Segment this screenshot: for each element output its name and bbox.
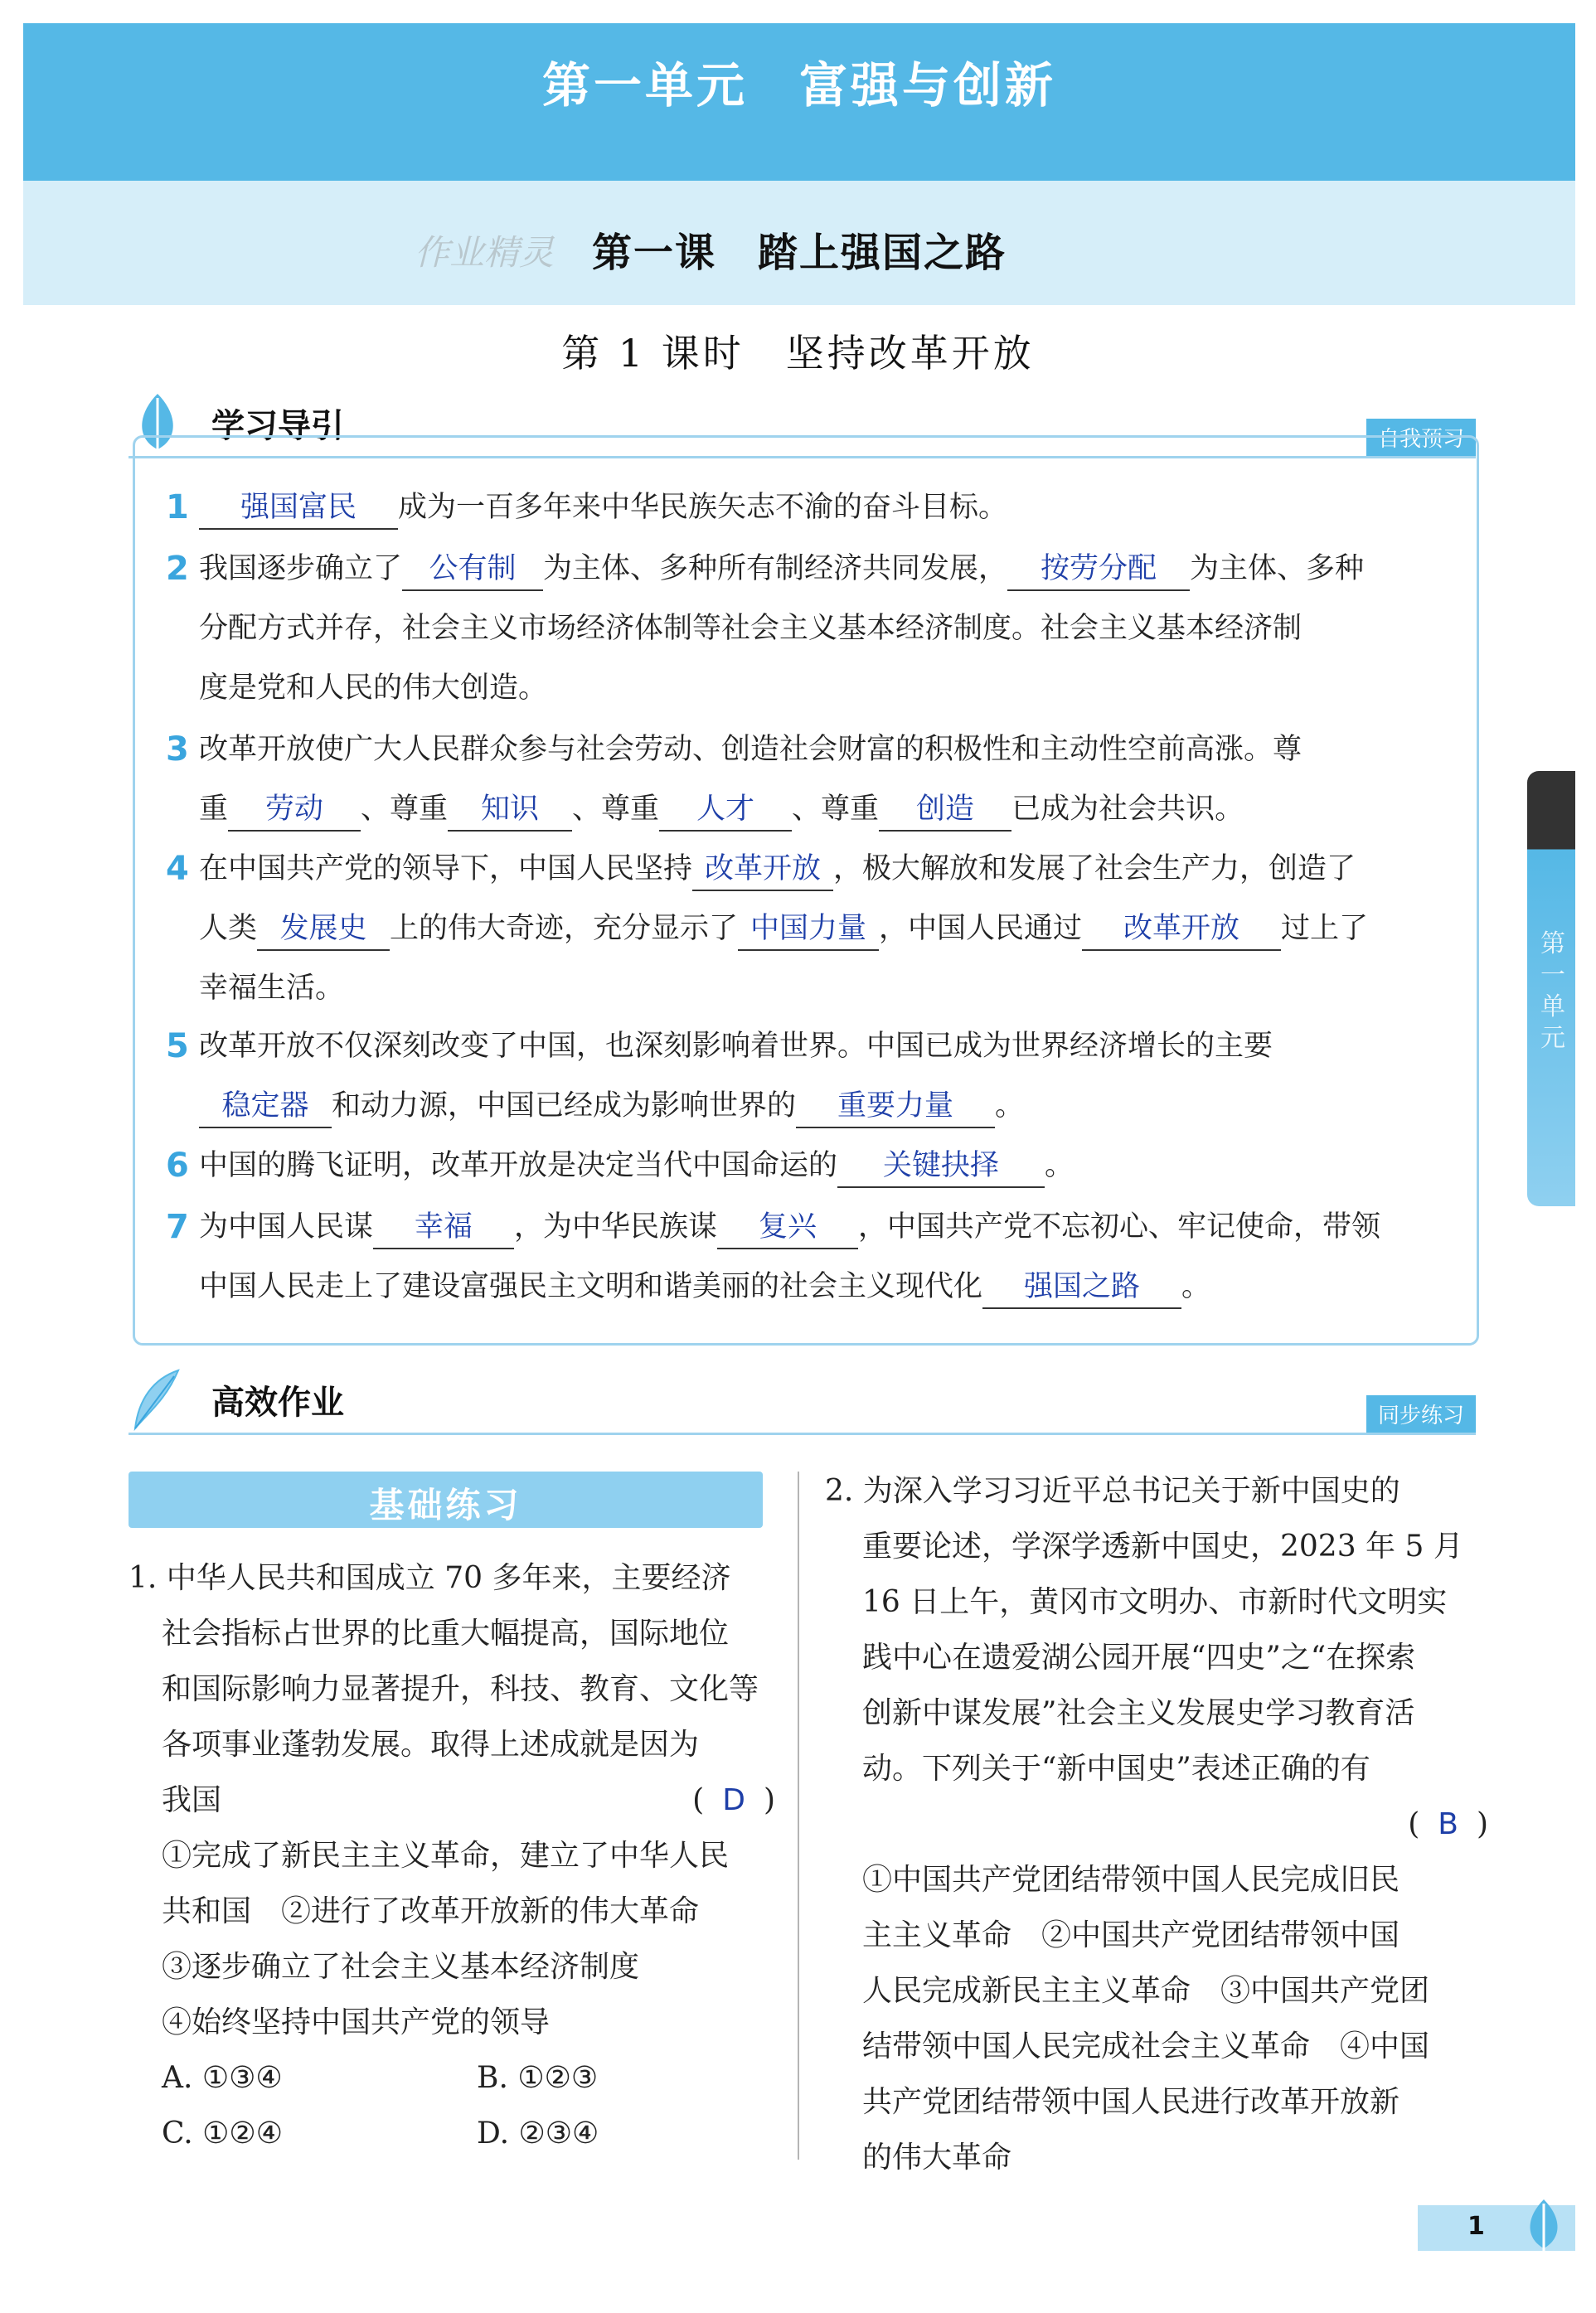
item-number: 5 xyxy=(166,1027,189,1065)
answer-blank: 改革开放 xyxy=(1082,908,1281,951)
answer-blank: 按劳分配 xyxy=(1007,548,1190,591)
answer-blank: 知识 xyxy=(448,788,572,832)
question-text: 各项事业蓬勃发展。取得上述成就是因为 xyxy=(162,1728,700,1762)
option-text: 的伟大革命 xyxy=(862,2141,1012,2175)
lesson-band xyxy=(23,181,1575,305)
option-text: 人民完成新民主主义革命 ③中国共产党团 xyxy=(862,1974,1430,2008)
item-text: ，中国共产党不忘初心、牢记使命，带领 xyxy=(858,1210,1381,1244)
question-text: 重要论述，学深学透新中国史，2023 年 5 月 xyxy=(862,1530,1463,1564)
unit-banner xyxy=(23,23,1575,181)
guide-heading: 学习导引 xyxy=(211,407,344,445)
lesson-title: 第一课 踏上强国之路 xyxy=(591,230,1007,276)
leaf-icon xyxy=(1521,2197,1567,2255)
option-text: ④始终坚持中国共产党的领导 xyxy=(162,2005,551,2039)
item-text: 幸福生活。 xyxy=(199,972,345,1005)
answer-blank: 稳定器 xyxy=(199,1085,332,1128)
answer-blank: 复兴 xyxy=(717,1206,858,1249)
item-text: 分配方式并存，社会主义市场经济体制等社会主义基本经济制度。社会主义基本经济制 xyxy=(199,612,1303,645)
question-1 xyxy=(129,1550,783,2161)
answer-letter: D xyxy=(722,1783,745,1817)
item-text: 过上了 xyxy=(1281,912,1369,945)
option-text: 共和国 ②进行了改革开放新的伟大革命 xyxy=(162,1894,700,1928)
answer-blank: 幸福 xyxy=(373,1206,514,1249)
option-text: ①完成了新民主主义革命，建立了中华人民 xyxy=(162,1839,730,1873)
answer-blank: 关键抉择 xyxy=(837,1145,1045,1188)
column-divider xyxy=(798,1472,799,2160)
answer-blank: 劳动 xyxy=(228,788,361,832)
guide-item-7 xyxy=(166,1197,1459,1317)
feather-icon xyxy=(129,1366,187,1433)
answer-bracket: ( B ) xyxy=(1408,1807,1488,1841)
question-text-line xyxy=(129,1772,783,1828)
answer-blank: 创造 xyxy=(879,788,1011,832)
question-text: 我国 xyxy=(162,1783,222,1817)
item-text: 中国人民走上了建设富强民主文明和谐美丽的社会主义现代化 xyxy=(199,1270,983,1303)
answer-blank: 公有制 xyxy=(402,548,543,591)
guide-item-4 xyxy=(166,839,1459,1018)
homework-tag: 同步练习 xyxy=(1366,1395,1476,1433)
guide-item-1 xyxy=(166,478,1459,537)
answer-blank: 强国富民 xyxy=(199,487,398,530)
item-text: 为中国人民谋 xyxy=(199,1210,374,1244)
option-text: 共产党团结带领中国人民进行改革开放新 xyxy=(862,2085,1400,2119)
side-tab-label: 第一单元 xyxy=(1540,929,1565,1053)
question-text: 践中心在遗爱湖公园开展“四史”之“在探索 xyxy=(862,1641,1416,1675)
item-text: 在中国共产党的领导下，中国人民坚持 xyxy=(199,852,693,885)
item-number: 6 xyxy=(166,1147,189,1185)
item-text: 人类 xyxy=(199,912,258,945)
item-text: 、尊重 xyxy=(792,793,880,826)
item-text: ，为中华民族谋 xyxy=(514,1210,718,1244)
item-text: 为主体、多种 xyxy=(1190,552,1365,585)
unit-title: 第一单元 富强与创新 xyxy=(541,57,1056,114)
guide-item-6 xyxy=(166,1136,1459,1195)
question-2 xyxy=(825,1463,1488,2185)
item-text: 我国逐步确立了 xyxy=(199,552,403,585)
option-text: ①中国共产党团结带领中国人民完成旧民 xyxy=(862,1863,1400,1897)
item-text: 成为一百多年来中华民族矢志不渝的奋斗目标。 xyxy=(398,491,1008,524)
guide-item-3 xyxy=(166,720,1459,839)
question-text: 动。下列关于“新中国史”表述正确的有 xyxy=(862,1752,1370,1786)
question-text: 社会指标占世界的比重大幅提高，国际地位 xyxy=(162,1617,730,1651)
practice-label: 基础练习 xyxy=(369,1485,522,1525)
item-number: 3 xyxy=(166,730,189,769)
item-number: 2 xyxy=(166,550,189,588)
question-text: 16 日上午，黄冈市文明办、市新时代文明实 xyxy=(862,1585,1448,1619)
item-text: 上的伟大奇迹，充分显示了 xyxy=(390,912,739,945)
answer-letter: B xyxy=(1438,1807,1458,1841)
question-text: 和国际影响力显著提升，科技、教育、文化等 xyxy=(162,1672,759,1706)
item-text: 中国的腾飞证明，改革开放是决定当代中国命运的 xyxy=(199,1149,838,1182)
item-text: ，极大解放和发展了社会生产力，创造了 xyxy=(833,852,1356,885)
question-text: 创新中谋发展”社会主义发展史学习教育活 xyxy=(862,1696,1415,1730)
item-number: 1 xyxy=(166,488,189,526)
choice-c: C. ①②④ xyxy=(162,2117,283,2151)
item-text: 、尊重 xyxy=(361,793,449,826)
homework-header xyxy=(129,1366,1476,1435)
item-text: 和动力源，中国已经成为影响世界的 xyxy=(332,1089,797,1123)
answer-bracket: ( D ) xyxy=(692,1783,775,1817)
item-number: 7 xyxy=(166,1208,189,1246)
guide-tag: 自我预习 xyxy=(1366,419,1476,456)
choice-a: A. ①③④ xyxy=(162,2061,283,2095)
answer-blank: 中国力量 xyxy=(738,908,879,951)
option-text: ③逐步确立了社会主义基本经济制度 xyxy=(162,1950,640,1984)
page-number: 1 xyxy=(1467,2212,1485,2241)
answer-blank: 发展史 xyxy=(257,908,390,951)
answer-blank: 改革开放 xyxy=(692,848,833,891)
item-text: 。 xyxy=(995,1089,1025,1123)
guide-item-2 xyxy=(166,539,1459,718)
item-text: 重 xyxy=(199,793,229,826)
item-text: 、尊重 xyxy=(572,793,660,826)
watermark: 作业精灵 xyxy=(415,232,555,273)
answer-blank: 重要力量 xyxy=(796,1085,995,1128)
question-text: 1. 中华人民共和国成立 70 多年来，主要经济 xyxy=(129,1561,731,1595)
question-text: 2. 为深入学习习近平总书记关于新中国史的 xyxy=(825,1474,1400,1508)
item-text: 已成为社会共识。 xyxy=(1011,793,1244,826)
option-text: 结带领中国人民完成社会主义革命 ④中国 xyxy=(862,2029,1430,2063)
choice-d: D. ②③④ xyxy=(477,2117,599,2151)
item-text: 。 xyxy=(1045,1149,1075,1182)
answer-blank: 人才 xyxy=(659,788,792,832)
item-text: 度是党和人民的伟大创造。 xyxy=(199,672,548,705)
homework-heading: 高效作业 xyxy=(211,1384,344,1422)
practice-bar xyxy=(129,1472,763,1528)
period-title: 第 1 课时 坚持改革开放 xyxy=(561,331,1035,376)
item-text: 改革开放不仅深刻改变了中国，也深刻影响着世界。中国已成为世界经济增长的主要 xyxy=(199,1030,1273,1063)
item-text: 。 xyxy=(1181,1270,1211,1303)
item-text: 改革开放使广大人民群众参与社会劳动、创造社会财富的积极性和主动性空前高涨。尊 xyxy=(199,733,1303,766)
item-text: ，中国人民通过 xyxy=(879,912,1083,945)
guide-item-5 xyxy=(166,1016,1459,1136)
answer-blank: 强国之路 xyxy=(982,1266,1181,1309)
item-text: 为主体、多种所有制经济共同发展， xyxy=(543,552,1008,585)
item-number: 4 xyxy=(166,850,189,888)
unit-side-tab xyxy=(1527,771,1575,1206)
choice-b: B. ①②③ xyxy=(477,2061,599,2095)
option-text: 主主义革命 ②中国共产党团结带领中国 xyxy=(862,1918,1400,1952)
